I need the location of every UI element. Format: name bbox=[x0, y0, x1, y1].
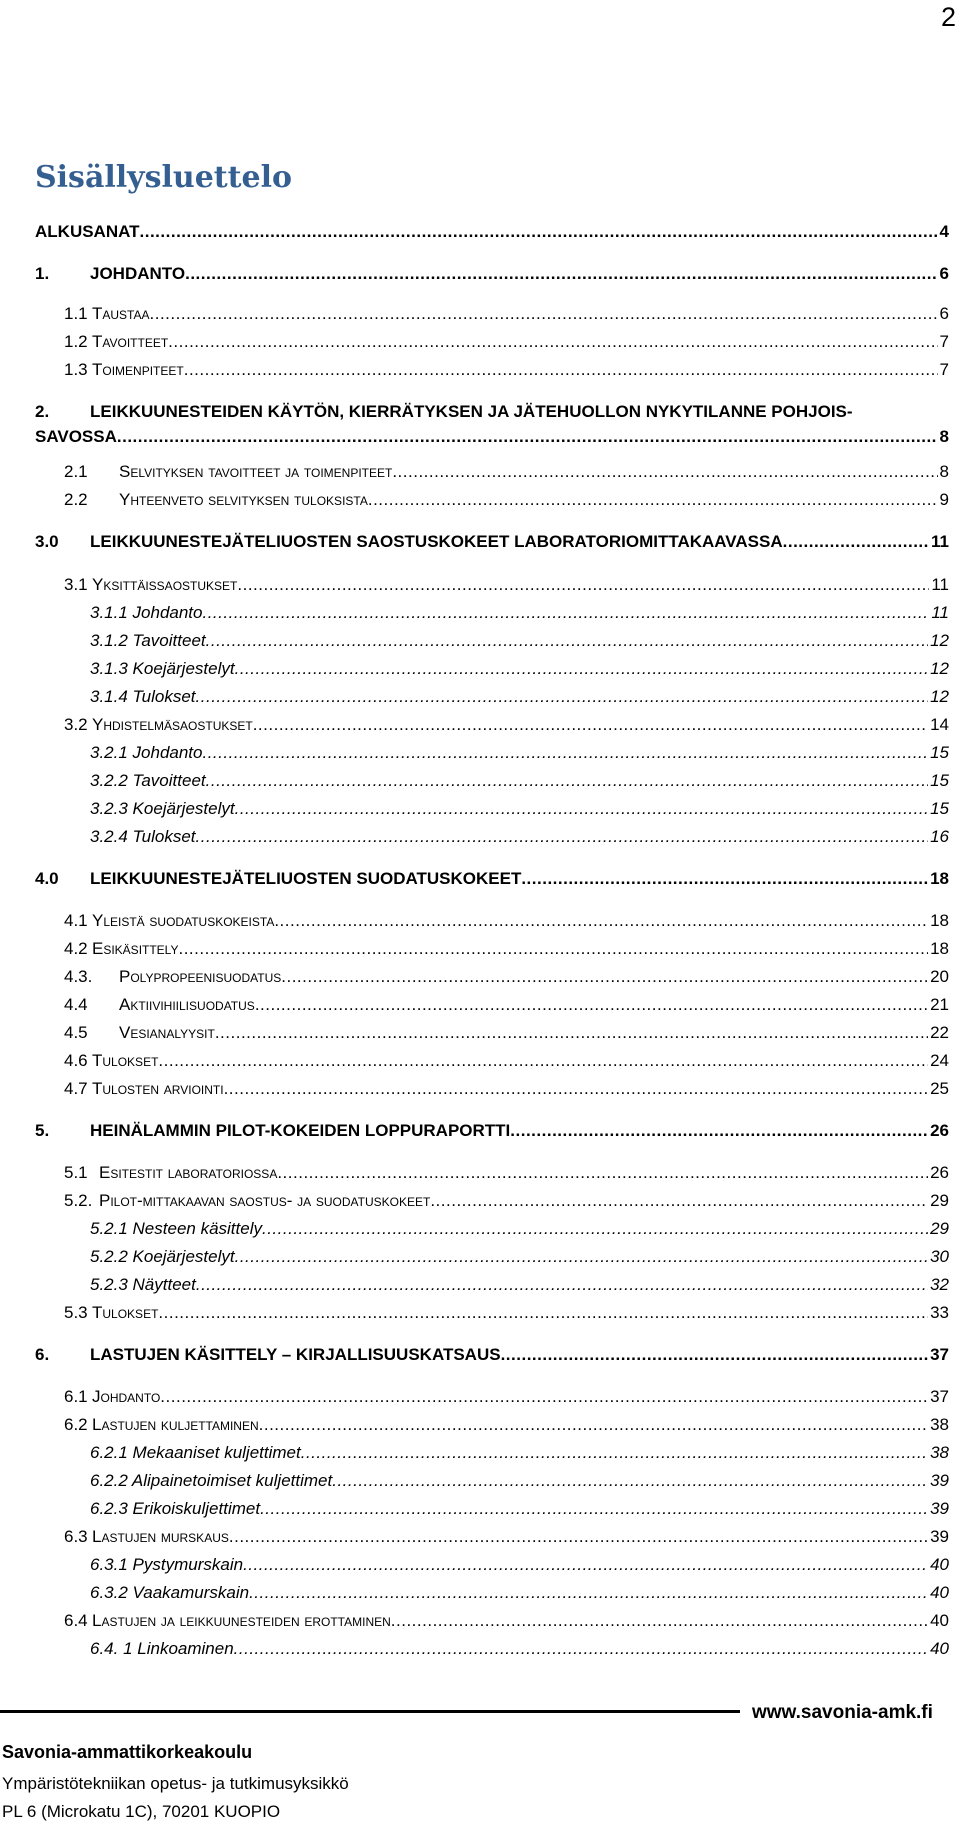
toc-entry-number: 4.6 bbox=[64, 1051, 88, 1070]
toc-entry-title: Aktiivihiilisuodatus bbox=[119, 995, 255, 1014]
toc-entry-title: Toimenpiteet bbox=[92, 360, 184, 379]
toc-entry-number: 5.3 bbox=[64, 1303, 88, 1322]
toc-entry-number: 3.1 bbox=[64, 575, 88, 594]
toc-page-number: 33 bbox=[930, 1303, 949, 1322]
toc-entry[interactable] bbox=[90, 799, 949, 819]
toc-entry[interactable] bbox=[35, 869, 949, 889]
toc-entry[interactable] bbox=[64, 1303, 949, 1323]
toc-entry[interactable] bbox=[90, 771, 949, 791]
toc-page-number: 40 bbox=[930, 1555, 949, 1574]
toc-entry[interactable] bbox=[90, 1443, 949, 1463]
toc-entry[interactable] bbox=[64, 715, 949, 735]
toc-page-number: 7 bbox=[939, 360, 949, 379]
toc-entry-title: 3.1.3 Koejärjestelyt bbox=[90, 659, 235, 678]
toc-entry-title: Esikäsittely bbox=[92, 939, 179, 958]
toc-dot-leader bbox=[510, 1121, 928, 1141]
toc-entry-title: 6.3.2 Vaakamurskain bbox=[90, 1583, 250, 1602]
toc-page-number: 39 bbox=[930, 1471, 949, 1490]
toc-dot-leader bbox=[430, 1191, 928, 1211]
toc-entry[interactable] bbox=[64, 911, 949, 931]
toc-dot-leader bbox=[259, 1415, 928, 1435]
toc-dot-leader bbox=[215, 1023, 928, 1043]
toc-dot-leader bbox=[224, 1079, 929, 1099]
toc-entry-number: 6.1 bbox=[64, 1387, 88, 1406]
toc-page-number: 9 bbox=[939, 490, 949, 509]
toc-page-number: 38 bbox=[930, 1415, 949, 1434]
toc-entry[interactable] bbox=[90, 1583, 949, 1603]
toc-entry-title: 3.1.1 Johdanto bbox=[90, 603, 203, 622]
toc-page-number: 37 bbox=[930, 1345, 949, 1364]
toc-entry-title: Lastujen kuljettaminen bbox=[92, 1415, 259, 1434]
toc-entry[interactable] bbox=[90, 1247, 949, 1267]
toc-entry-number: 1.2 bbox=[64, 332, 88, 351]
toc-entry[interactable] bbox=[90, 1275, 949, 1295]
toc-entry-title: Selvityksen tavoitteet ja toimenpiteet bbox=[119, 462, 393, 481]
toc-entry-title: Yhteenveto selvityksen tuloksista bbox=[119, 490, 368, 509]
toc-dot-leader bbox=[501, 1345, 929, 1365]
toc-dot-leader bbox=[202, 603, 929, 623]
toc-entry-title: Tulokset bbox=[92, 1303, 159, 1322]
toc-page-number: 26 bbox=[930, 1121, 949, 1140]
toc-entry-title: 5.2.2 Koejärjestelyt bbox=[90, 1247, 235, 1266]
toc-entry[interactable] bbox=[90, 1219, 949, 1239]
toc-entry-number: 5.1 bbox=[64, 1163, 88, 1182]
toc-entry-title: JOHDANTO bbox=[90, 264, 186, 283]
toc-dot-leader bbox=[202, 743, 928, 763]
toc-dot-leader bbox=[196, 687, 929, 707]
toc-page-number: 40 bbox=[930, 1639, 949, 1658]
toc-page-number: 6 bbox=[939, 264, 949, 283]
toc-entry-title: Yhdistelmäsaostukset bbox=[92, 715, 253, 734]
toc-dot-leader bbox=[158, 1303, 928, 1323]
toc-entry[interactable] bbox=[64, 304, 949, 324]
toc-entry-number: 4.7 bbox=[64, 1079, 88, 1098]
toc-entry[interactable] bbox=[64, 1079, 949, 1099]
toc-entry-number: 5. bbox=[35, 1121, 50, 1140]
toc-entry-title: Esitestit laboratoriossa bbox=[99, 1163, 278, 1182]
toc-dot-leader bbox=[206, 631, 928, 651]
toc-entry-title: 6.4. 1 Linkoaminen bbox=[90, 1639, 234, 1658]
toc-dot-leader bbox=[260, 1499, 928, 1519]
footer-url-link[interactable]: www.savonia-amk.fi bbox=[752, 1702, 933, 1723]
toc-page-number: 12 bbox=[930, 631, 949, 650]
toc-entry[interactable] bbox=[64, 939, 949, 959]
toc-entry[interactable] bbox=[64, 332, 949, 352]
footer-address: PL 6 (Microkatu 1C), 70201 KUOPIO bbox=[2, 1802, 281, 1821]
toc-dot-leader bbox=[281, 967, 928, 987]
toc-entry-number: 4.5 bbox=[64, 1023, 88, 1042]
toc-dot-leader bbox=[392, 462, 937, 482]
toc-page-number: 6 bbox=[939, 304, 949, 323]
toc-page-number: 38 bbox=[930, 1443, 949, 1462]
toc-entry[interactable] bbox=[64, 1611, 949, 1631]
toc-entry-number: 5.2. bbox=[64, 1191, 93, 1210]
toc-dot-leader bbox=[243, 1555, 928, 1575]
toc-entry[interactable] bbox=[35, 1345, 949, 1365]
toc-entry[interactable] bbox=[64, 1527, 949, 1547]
toc-entry[interactable] bbox=[64, 360, 949, 380]
toc-entry-title: Polypropeenisuodatus bbox=[119, 967, 282, 986]
toc-page-number: 11 bbox=[931, 575, 949, 594]
toc-page-number: 20 bbox=[930, 967, 949, 986]
toc-dot-leader bbox=[277, 1163, 928, 1183]
toc-page-number: 12 bbox=[930, 659, 949, 678]
toc-entry-title: 6.2.1 Mekaaniset kuljettimet bbox=[90, 1443, 301, 1462]
toc-page-number: 26 bbox=[930, 1163, 949, 1182]
toc-entry-number: 4.4 bbox=[64, 995, 88, 1014]
toc-dot-leader bbox=[391, 1611, 928, 1631]
toc-dot-leader bbox=[158, 1051, 928, 1071]
toc-entry-title: 6.3.1 Pystymurskain bbox=[90, 1555, 244, 1574]
toc-dot-leader bbox=[255, 995, 928, 1015]
toc-dot-leader bbox=[206, 771, 928, 791]
toc-entry-title: SAVOSSA bbox=[35, 427, 117, 446]
toc-entry[interactable] bbox=[35, 264, 949, 284]
toc-entry[interactable] bbox=[64, 490, 949, 510]
toc-entry[interactable] bbox=[64, 1387, 949, 1407]
toc-entry-title: HEINÄLAMMIN PILOT-KOKEIDEN LOPPURAPORTTI bbox=[90, 1121, 511, 1140]
toc-dot-leader bbox=[196, 1275, 928, 1295]
toc-page-number: 29 bbox=[930, 1191, 949, 1210]
toc-page-number: 39 bbox=[930, 1499, 949, 1518]
toc-entry-title: LEIKKUUNESTEJÄTELIUOSTEN SUODATUSKOKEET bbox=[90, 869, 522, 888]
toc-page-number: 8 bbox=[939, 427, 949, 446]
toc-entry-title: LEIKKUUNESTEIDEN KÄYTÖN, KIERRÄTYKSEN JA JÄTEHUOLLON NYKYTILANNE POHJOIS- bbox=[90, 402, 853, 421]
toc-page-number: 40 bbox=[930, 1583, 949, 1602]
toc-dot-leader bbox=[117, 427, 938, 447]
toc-page-number: 18 bbox=[930, 939, 949, 958]
toc-entry-title: Johdanto bbox=[92, 1387, 161, 1406]
toc-dot-leader bbox=[783, 532, 929, 552]
toc-entry-title: Taustaa bbox=[92, 304, 150, 323]
toc-entry-title: 6.2.3 Erikoiskuljettimet bbox=[90, 1499, 261, 1518]
toc-entry-number: 3.2 bbox=[64, 715, 88, 734]
toc-entry-title: Pilot-mittakaavan saostus- ja suodatuskokeet bbox=[99, 1191, 431, 1210]
toc-entry[interactable] bbox=[64, 1415, 949, 1435]
toc-entry-number: 4.0 bbox=[35, 869, 59, 888]
toc-entry-title: Yksittäissaostukset bbox=[92, 575, 238, 594]
toc-entry[interactable] bbox=[35, 1121, 949, 1141]
toc-entry-title: Tulokset bbox=[92, 1051, 159, 1070]
toc-entry[interactable] bbox=[90, 1499, 949, 1519]
toc-page-number: 11 bbox=[931, 603, 949, 622]
toc-entry-number: 4.3. bbox=[64, 967, 93, 986]
toc-dot-leader bbox=[185, 264, 937, 284]
toc-page-number: 25 bbox=[930, 1079, 949, 1098]
toc-entry-title: 5.2.1 Nesteen käsittely bbox=[90, 1219, 262, 1238]
toc-dot-leader bbox=[235, 659, 928, 679]
toc-page-number: 29 bbox=[930, 1219, 949, 1238]
toc-entry-title: 3.2.4 Tulokset bbox=[90, 827, 196, 846]
toc-dot-leader bbox=[274, 911, 928, 931]
toc-entry-number: 6.2 bbox=[64, 1415, 88, 1434]
toc-entry-title: 3.1.2 Tavoitteet bbox=[90, 631, 206, 650]
toc-dot-leader bbox=[253, 715, 928, 735]
toc-entry-title: Lastujen murskaus bbox=[92, 1527, 229, 1546]
toc-page-number: 14 bbox=[930, 715, 949, 734]
toc-entry[interactable] bbox=[90, 659, 949, 679]
toc-entry-number: 1. bbox=[35, 264, 50, 283]
toc-entry-number: 3.0 bbox=[35, 532, 59, 551]
toc-entry[interactable] bbox=[64, 1191, 949, 1211]
toc-entry-number: 2. bbox=[35, 402, 50, 421]
toc-entry[interactable] bbox=[35, 427, 949, 447]
toc-page-number: 18 bbox=[930, 869, 949, 888]
toc-entry[interactable] bbox=[90, 603, 949, 623]
toc-entry-title: Tulosten arviointi bbox=[92, 1079, 224, 1098]
toc-dot-leader bbox=[178, 939, 928, 959]
toc-entry[interactable] bbox=[90, 631, 949, 651]
toc-entry-title: Yleistä suodatuskokeista bbox=[92, 911, 275, 930]
toc-entry-title: LEIKKUUNESTEJÄTELIUOSTEN SAOSTUSKOKEET LABORATORIOMITTAKAAVASSA bbox=[90, 532, 783, 551]
toc-entry-number: 2.1 bbox=[64, 462, 88, 481]
toc-entry-title: 3.2.3 Koejärjestelyt bbox=[90, 799, 235, 818]
toc-entry-number: 2.2 bbox=[64, 490, 88, 509]
toc-entry-title: Tavoitteet bbox=[92, 332, 169, 351]
toc-entry[interactable] bbox=[64, 462, 949, 482]
toc-dot-leader bbox=[237, 575, 929, 595]
toc-page-number: 22 bbox=[930, 1023, 949, 1042]
toc-dot-leader bbox=[168, 332, 937, 352]
toc-dot-leader bbox=[234, 1639, 928, 1659]
toc-page-number: 11 bbox=[931, 532, 949, 551]
toc-page-number: 7 bbox=[939, 332, 949, 351]
toc-dot-leader bbox=[249, 1583, 928, 1603]
toc-page-number: 12 bbox=[930, 687, 949, 706]
toc-dot-leader bbox=[235, 799, 928, 819]
toc-dot-leader bbox=[184, 360, 938, 380]
toc-page-number: 4 bbox=[939, 222, 949, 241]
toc-entry-title: 3.1.4 Tulokset bbox=[90, 687, 196, 706]
page-title: Sisällysluettelo bbox=[35, 160, 293, 195]
toc-entry-title: ALKUSANAT bbox=[35, 222, 140, 241]
toc-dot-leader bbox=[235, 1247, 928, 1267]
toc-entry-title: 6.2.2 Alipainetoimiset kuljettimet bbox=[90, 1471, 333, 1490]
toc-entry[interactable] bbox=[90, 1471, 949, 1491]
toc-page-number: 32 bbox=[930, 1275, 949, 1294]
toc-entry[interactable] bbox=[64, 1163, 949, 1183]
toc-entry[interactable] bbox=[90, 687, 949, 707]
toc-entry-title: 5.2.3 Näytteet bbox=[90, 1275, 196, 1294]
toc-dot-leader bbox=[262, 1219, 928, 1239]
toc-page-number: 37 bbox=[930, 1387, 949, 1406]
toc-page-number: 15 bbox=[930, 771, 949, 790]
toc-entry[interactable] bbox=[35, 222, 949, 242]
toc-entry-title: 3.2.2 Tavoitteet bbox=[90, 771, 206, 790]
toc-dot-leader bbox=[301, 1443, 928, 1463]
toc-page-number: 18 bbox=[930, 911, 949, 930]
toc-dot-leader bbox=[160, 1387, 928, 1407]
page-number: 2 bbox=[940, 2, 956, 32]
toc-entry-number: 6.4 bbox=[64, 1611, 88, 1630]
toc-page-number: 15 bbox=[930, 743, 949, 762]
toc-dot-leader bbox=[140, 222, 938, 242]
toc-dot-leader bbox=[521, 869, 928, 889]
footer-divider bbox=[0, 1710, 740, 1713]
toc-entry-number: 4.1 bbox=[64, 911, 88, 930]
toc-entry-number: 1.3 bbox=[64, 360, 88, 379]
toc-entry-title: LASTUJEN KÄSITTELY – KIRJALLISUUSKATSAUS bbox=[90, 1345, 501, 1364]
toc-page-number: 15 bbox=[930, 799, 949, 818]
footer-unit: Ympäristötekniikan opetus- ja tutkimusyksikkö bbox=[2, 1774, 349, 1793]
toc-page-number: 24 bbox=[930, 1051, 949, 1070]
toc-dot-leader bbox=[229, 1527, 928, 1547]
toc-page-number: 30 bbox=[930, 1247, 949, 1266]
toc-dot-leader bbox=[150, 304, 938, 324]
toc-entry[interactable] bbox=[64, 967, 949, 987]
toc-page-number: 21 bbox=[930, 995, 949, 1014]
toc-entry[interactable] bbox=[64, 575, 949, 595]
toc-entry[interactable] bbox=[90, 1639, 949, 1659]
toc-entry[interactable] bbox=[64, 995, 949, 1015]
toc-entry[interactable] bbox=[90, 743, 949, 763]
toc-dot-leader bbox=[196, 827, 929, 847]
toc-entry-number: 4.2 bbox=[64, 939, 88, 958]
toc-dot-leader bbox=[368, 490, 938, 510]
toc-entry[interactable] bbox=[35, 532, 949, 552]
toc-page-number: 8 bbox=[939, 462, 949, 481]
toc-page-number: 40 bbox=[930, 1611, 949, 1630]
toc-entry[interactable] bbox=[35, 402, 949, 422]
toc-dot-leader bbox=[332, 1471, 928, 1491]
toc-entry-number: 1.1 bbox=[64, 304, 88, 323]
toc-entry[interactable] bbox=[90, 827, 949, 847]
toc-page-number: 16 bbox=[930, 827, 949, 846]
toc-entry[interactable] bbox=[64, 1051, 949, 1071]
toc-entry-number: 6. bbox=[35, 1345, 50, 1364]
toc-entry-title: 3.2.1 Johdanto bbox=[90, 743, 203, 762]
toc-entry[interactable] bbox=[90, 1555, 949, 1575]
toc-entry-title: Lastujen ja leikkuunesteiden erottaminen bbox=[92, 1611, 391, 1630]
toc-entry[interactable] bbox=[64, 1023, 949, 1043]
toc-entry-title: Vesianalyysit bbox=[119, 1023, 215, 1042]
toc-page-number: 39 bbox=[930, 1527, 949, 1546]
footer-organization: Savonia-ammattikorkeakoulu bbox=[2, 1742, 253, 1762]
toc-entry-number: 6.3 bbox=[64, 1527, 88, 1546]
